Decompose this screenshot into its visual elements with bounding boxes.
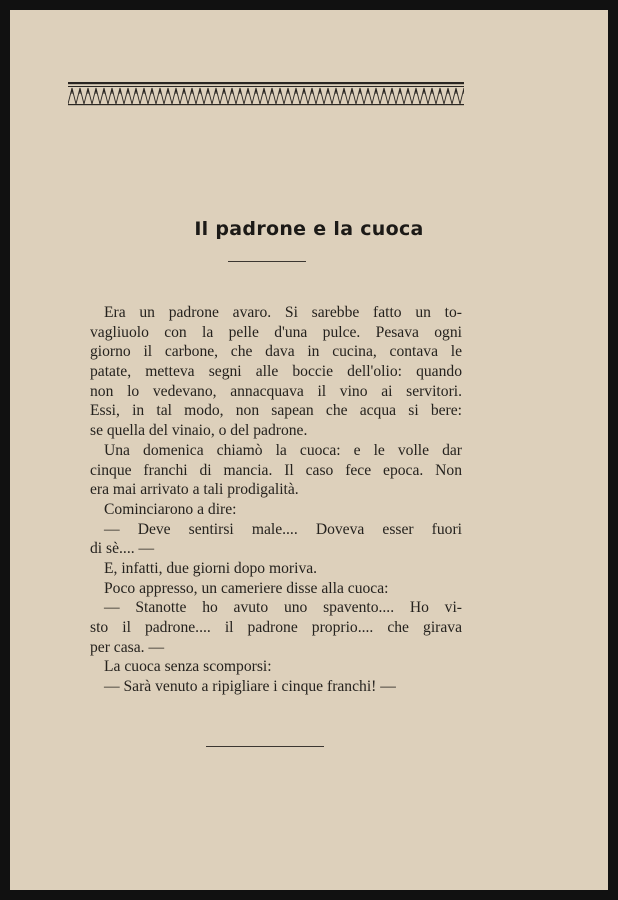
text-line: Una domenica chiamò la cuoca: e le volle dar bbox=[104, 441, 462, 459]
story-body bbox=[90, 303, 462, 697]
text-line: cinque franchi di mancia. Il caso fece epoca. Non bbox=[90, 461, 462, 479]
text-line: patate, metteva segni alle boccie dell'olio: quando bbox=[90, 363, 462, 381]
end-divider bbox=[206, 746, 324, 747]
text-line: per casa. — bbox=[90, 638, 165, 656]
story-title: Il padrone e la cuoca bbox=[194, 218, 424, 240]
text-line: sto il padrone.... il padrone proprio.... che girava bbox=[90, 619, 462, 636]
text-line: vagliuolo con la pelle d'una pulce. Pesava ogni bbox=[90, 323, 462, 341]
text-line: — Sarà venuto a ripigliare i cinque franchi! — bbox=[104, 678, 396, 696]
text-line: Cominciarono a dire: bbox=[104, 500, 237, 518]
book-page bbox=[10, 10, 608, 890]
text-line: Essi, in tal modo, non sapean che acqua si bere: bbox=[90, 402, 462, 420]
text-line: La cuoca senza scomporsi: bbox=[104, 658, 272, 676]
text-line: Poco appresso, un cameriere disse alla cuoca: bbox=[104, 579, 389, 597]
text-line: — Stanotte ho avuto uno spavento.... Ho vi- bbox=[104, 599, 462, 617]
text-line: — Deve sentirsi male.... Doveva esser fuori bbox=[104, 520, 462, 538]
text-line: Era un padrone avaro. Si sarebbe fatto un to- bbox=[104, 304, 462, 321]
title-divider bbox=[228, 261, 306, 262]
text-line: E, infatti, due giorni dopo moriva. bbox=[104, 559, 318, 577]
text-line: non lo vedevano, annacquava il vino ai servitori. bbox=[90, 382, 462, 400]
ornamental-border bbox=[68, 82, 464, 108]
text-line: era mai arrivato a tali prodigalità. bbox=[90, 481, 299, 499]
text-line: di sè.... — bbox=[90, 540, 155, 558]
text-line: se quella del vinaio, o del padrone. bbox=[90, 422, 308, 440]
text-line: giorno il carbone, che dava in cucina, contava le bbox=[90, 343, 462, 361]
